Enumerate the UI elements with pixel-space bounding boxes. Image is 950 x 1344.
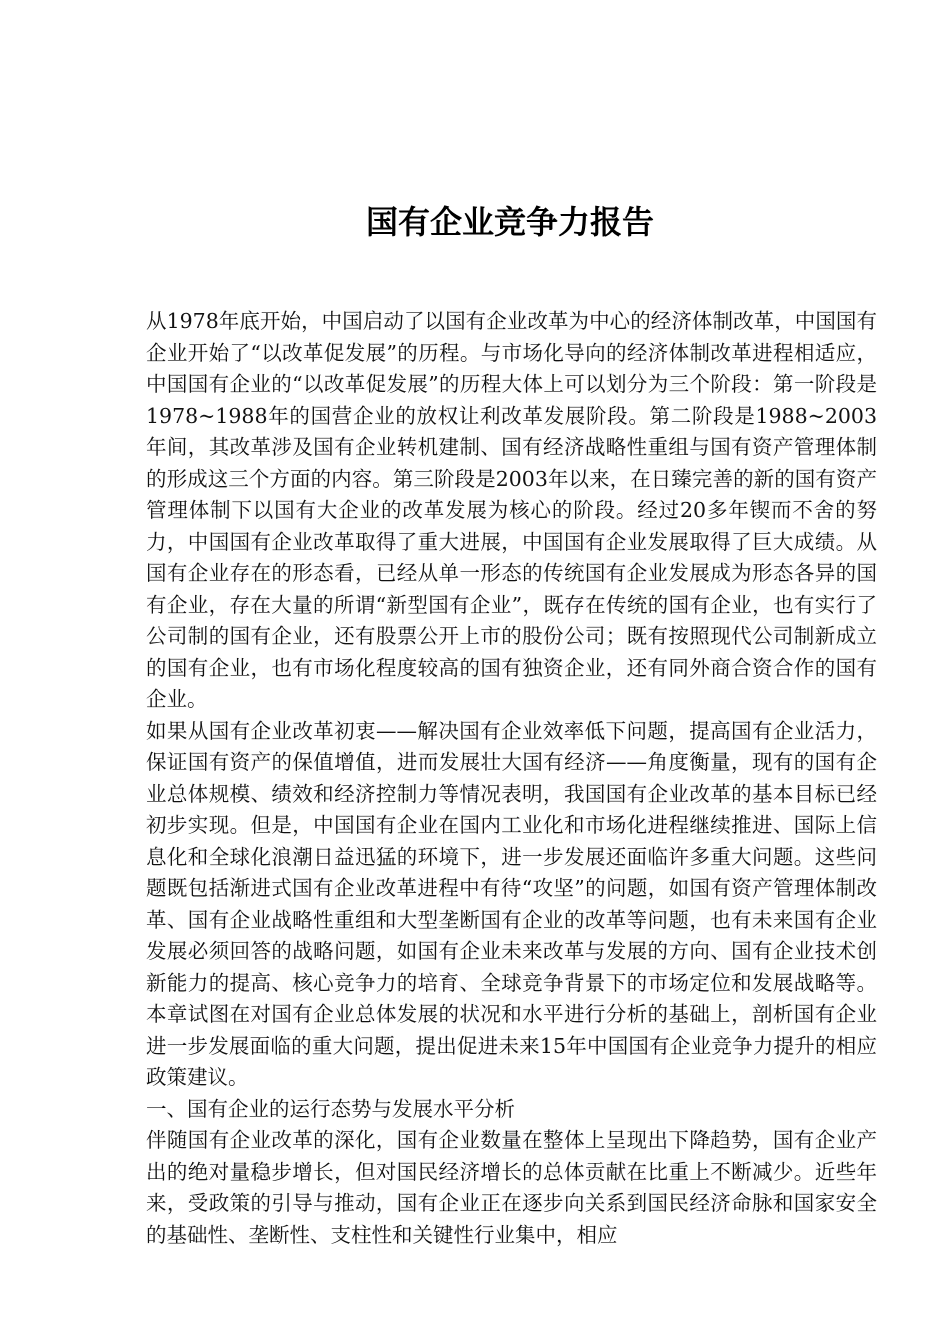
body-paragraph: 伴随国有企业改革的深化，国有企业数量在整体上呈现出下降趋势，国有企业产出的绝对量稳步增长，但对国民经济增长的总体贡献在比重上不断减少。近些年来，受政策的引导与推动，国有企业正在逐步向关系到国民经济命脉和国家安全的基础性、垄断性、支柱性和关键性行业集中，相应 [146, 1128, 877, 1247]
document-title: 国有企业竞争力报告 [365, 203, 654, 241]
document-body [146, 306, 877, 1251]
body-paragraph: 从1978年底开始，中国启动了以国有企业改革为中心的经济体制改革，中国国有企业开始了“以改革促发展”的历程。与市场化导向的经济体制改革进程相适应，中国国有企业的“以改革促发展”的历程大体上可以划分为三个阶段：第一阶段是1978~1988年的国营企业的放权让利改革发展阶段。第二阶段是1988~2003年间，其改革涉及国有企业转机建制、国有经济战略性重组与国有资产管理体制的形成这三个方面的内容。第三阶段是2003年以来，在日臻完善的新的国有资产管理体制下以国有大企业的改革发展为核心的阶段。经过20多年锲而不舍的努力，中国国有企业改革取得了重大进展，中国国有企业发展取得了巨大成绩。从国有企业存在的形态看，已经从单一形态的传统国有企业发展成为形态各异的国有企业，存在大量的所谓“新型国有企业”，既存在传统的国有企业，也有实行了公司制的国有企业，还有股票公开上市的股份公司；既有按照现代公司制新成立的国有企业，也有市场化程度较高的国有独资企业，还有同外商合资合作的国有企业。 [146, 309, 877, 711]
section-heading: 一、国有企业的运行态势与发展水平分析 [146, 1096, 515, 1121]
body-paragraph: 如果从国有企业改革初衷——解决国有企业效率低下问题，提高国有企业活力，保证国有资产的保值增值，进而发展壮大国有经济——角度衡量，现有的国有企业总体规模、绩效和经济控制力等情况表明，我国国有企业改革的基本目标已经初步实现。但是，中国国有企业在国内工业化和市场化进程继续推进、国际上信息化和全球化浪潮日益迅猛的环境下，进一步发展还面临许多重大问题。这些问题既包括渐进式国有企业改革进程中有待“攻坚”的问题，如国有资产管理体制改革、国有企业战略性重组和大型垄断国有企业的改革等问题，也有未来国有企业发展必须回答的战略问题，如国有企业未来改革与发展的方向、国有企业技术创新能力的提高、核心竞争力的培育、全球竞争背景下的市场定位和发展战略等。本章试图在对国有企业总体发展的状况和水平进行分析的基础上，剖析国有企业进一步发展面临的重大问题，提出促进未来15年中国国有企业竞争力提升的相应政策建议。 [146, 718, 877, 1089]
